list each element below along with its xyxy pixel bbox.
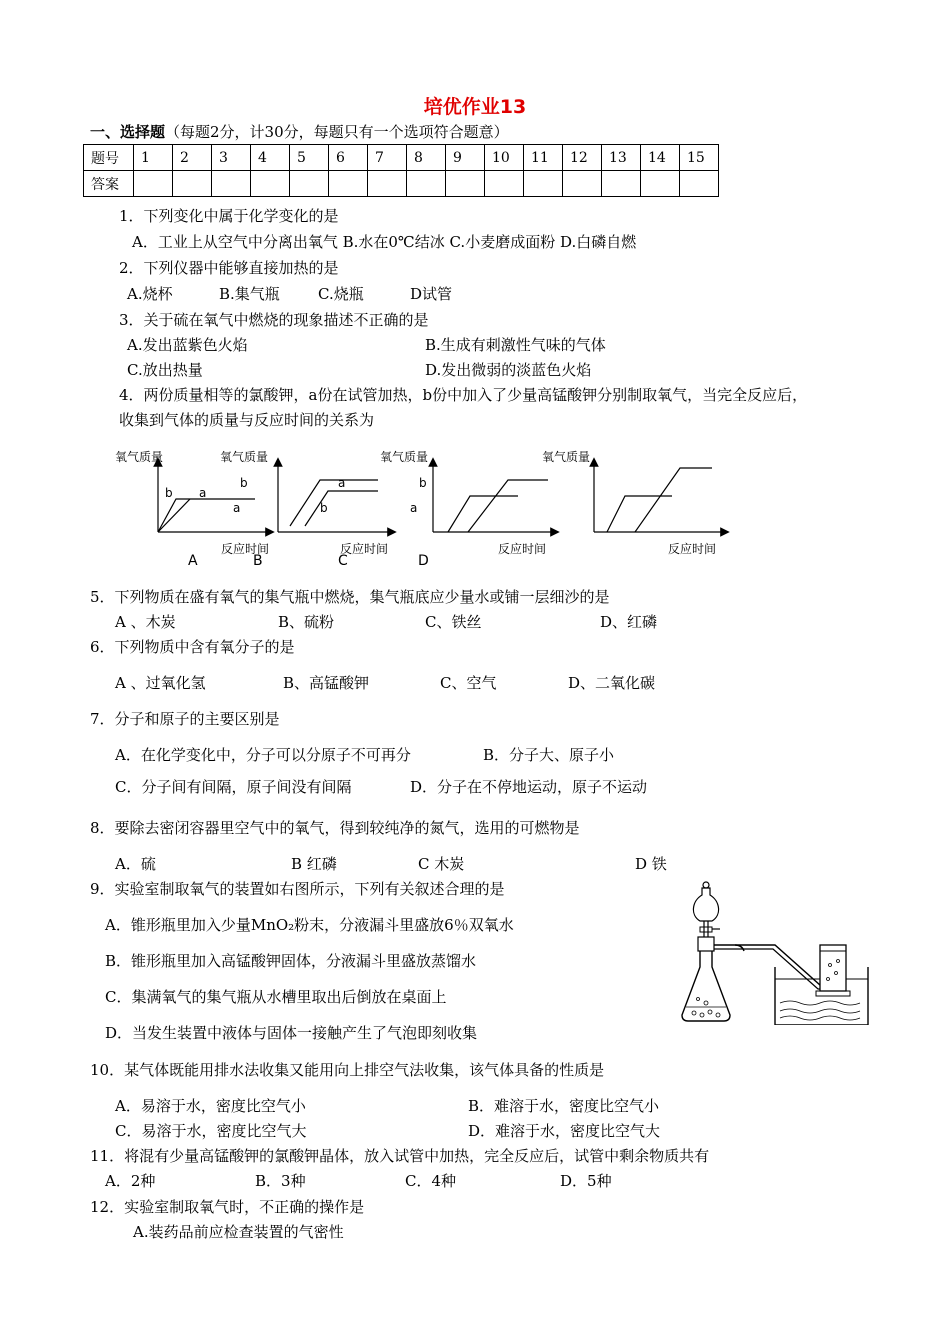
- question-number-cell: 13: [602, 145, 641, 171]
- answer-cell[interactable]: [524, 171, 563, 197]
- question-number-cell: 8: [407, 145, 446, 171]
- answer-cell[interactable]: [173, 171, 212, 197]
- question-number-cell: 7: [368, 145, 407, 171]
- question-11-option-a: A．2种: [105, 1172, 156, 1190]
- answer-cell[interactable]: [680, 171, 719, 197]
- question-5-option-c: C、铁丝: [425, 613, 482, 631]
- question-number-cell: 3: [212, 145, 251, 171]
- graph-b-xlabel: 反应时间: [340, 542, 389, 556]
- question-2-option-a: A.烧杯: [127, 285, 173, 303]
- question-10-option-b: B．难溶于水，密度比空气小: [468, 1097, 660, 1115]
- graph-d: [418, 449, 725, 569]
- answer-cell[interactable]: [329, 171, 368, 197]
- question-11-option-b: B．3种: [255, 1172, 306, 1190]
- question-9-option-c: C．集满氧气的集气瓶从水槽里取出后倒放在桌面上: [105, 988, 447, 1006]
- graph-a-ylabel: 氧气质量: [115, 450, 164, 464]
- question-5-option-d: D、红磷: [600, 613, 658, 631]
- graph-a: [115, 449, 270, 569]
- graph-c-ylabel: 氧气质量: [380, 450, 429, 464]
- question-10-option-c: C．易溶于水，密度比空气大: [115, 1122, 307, 1140]
- question-6-option-d: D、二氧化碳: [568, 674, 656, 692]
- graph-b-ylabel: 氧气质量: [220, 450, 269, 464]
- question-1-options: A．工业上从空气中分离出氧气 B.水在0℃结冰 C.小麦磨成面粉 D.白磷自燃: [132, 233, 637, 251]
- question-7-stem: 7．分子和原子的主要区别是: [90, 710, 280, 728]
- answer-cell[interactable]: [485, 171, 524, 197]
- answer-table-answer-row: [84, 171, 719, 197]
- question-9-option-a: A．锥形瓶里加入少量MnO₂粉末，分液漏斗里盛放6％双氧水: [105, 916, 514, 934]
- question-2-stem: 2．下列仪器中能够直接加热的是: [119, 259, 339, 277]
- graph-a-label-b: b: [165, 486, 173, 500]
- page-title: 培优作业13: [423, 96, 527, 118]
- question-2-option-d: D试管: [410, 285, 453, 303]
- question-7-option-a: A．在化学变化中，分子可以分原子不可再分: [115, 746, 411, 764]
- question-11-option-d: D．5种: [560, 1172, 612, 1190]
- question-number-cell: 12: [563, 145, 602, 171]
- section-heading: [90, 121, 509, 142]
- question-1-stem: 1．下列变化中属于化学变化的是: [119, 207, 339, 225]
- graph-c-curve-2: [468, 480, 548, 532]
- answer-table-header-row: [84, 145, 719, 171]
- question-number-cell: 9: [446, 145, 485, 171]
- question-8-option-b: B 红磷: [291, 855, 337, 873]
- question-6-option-a: A 、过氧化氢: [115, 674, 206, 692]
- question-3-option-d: D.发出微弱的淡蓝色火焰: [425, 361, 592, 379]
- answer-cell[interactable]: [407, 171, 446, 197]
- answer-cell[interactable]: [368, 171, 407, 197]
- answer-cell[interactable]: [602, 171, 641, 197]
- question-8-option-d: D 铁: [635, 855, 667, 873]
- graph-a-curve-a: [158, 499, 190, 532]
- graph-c-option-letter: C: [338, 553, 348, 569]
- question-12-option-a: A.装药品前应检查装置的气密性: [133, 1223, 344, 1241]
- question-number-cell: 11: [524, 145, 563, 171]
- graph-a-label-a: a: [199, 486, 207, 500]
- answer-cell[interactable]: [641, 171, 680, 197]
- graph-d-ylabel: 氧气质量: [542, 450, 591, 464]
- question-3-option-a: A.发出蓝紫色火焰: [127, 336, 248, 354]
- question-number-cell: 4: [251, 145, 290, 171]
- answer-cell[interactable]: [446, 171, 485, 197]
- graph-a-label-b-right: b: [240, 476, 248, 490]
- graph-a-curve-b: [158, 499, 255, 532]
- answer-cell[interactable]: [251, 171, 290, 197]
- question-number-cell: 2: [173, 145, 212, 171]
- question-8-option-a: A．硫: [115, 855, 156, 873]
- question-number-cell: 14: [641, 145, 680, 171]
- question-number-cell: 6: [329, 145, 368, 171]
- question-11-option-c: C．4种: [405, 1172, 457, 1190]
- answer-table-row-label: 答案: [84, 171, 134, 197]
- answer-cell[interactable]: [134, 171, 173, 197]
- graph-d-xlabel: 反应时间: [668, 542, 717, 556]
- question-5-option-b: B、硫粉: [278, 613, 335, 631]
- question-12-stem: 12．实验室制取氧气时，不正确的操作是: [90, 1198, 365, 1216]
- question-8-option-c: C 木炭: [418, 855, 465, 873]
- question-3-option-b: B.生成有刺激性气味的气体: [425, 336, 606, 354]
- question-9-option-b: B．锥形瓶里加入高锰酸钾固体，分液漏斗里盛放蒸馏水: [105, 952, 477, 970]
- graph-a-label-a-right: a: [233, 501, 241, 515]
- question-7-option-d: D．分子在不停地运动，原子不运动: [410, 778, 648, 796]
- oxygen-apparatus-diagram: [680, 875, 870, 1025]
- question-3-option-c: C.放出热量: [127, 361, 203, 379]
- answer-table: [83, 144, 719, 197]
- question-9-option-d: D．当发生装置中液体与固体一接触产生了气泡即刻收集: [105, 1024, 478, 1042]
- question-number-cell: 1: [134, 145, 173, 171]
- question-5-stem: 5．下列物质在盛有氧气的集气瓶中燃烧，集气瓶底应少量水或铺一层细沙的是: [90, 588, 610, 606]
- answer-table-row-label: 题号: [84, 145, 134, 171]
- graph-a-option-letter: A: [188, 553, 198, 569]
- question-6-option-c: C、空气: [440, 674, 497, 692]
- graph-b-curve-a: [290, 480, 378, 526]
- question-7-option-b: B．分子大、原子小: [483, 746, 615, 764]
- question-number-cell: 10: [485, 145, 524, 171]
- question-10-option-a: A．易溶于水，密度比空气小: [115, 1097, 306, 1115]
- question-6-stem: 6．下列物质中含有氧分子的是: [90, 638, 295, 656]
- graph-d-option-letter: D: [418, 553, 429, 569]
- question-2-option-b: B.集气瓶: [219, 285, 280, 303]
- question-2-option-c: C.烧瓶: [318, 285, 364, 303]
- question-11-stem: 11．将混有少量高锰酸钾的氯酸钾晶体，放入试管中加热，完全反应后，试管中剩余物质共有: [90, 1147, 710, 1165]
- question-3-stem: 3．关于硫在氧气中燃烧的现象描述不正确的是: [119, 311, 429, 329]
- graph-c-xlabel: 反应时间: [498, 542, 547, 556]
- answer-cell[interactable]: [563, 171, 602, 197]
- question-9-stem: 9．实验室制取氧气的装置如右图所示，下列有关叙述合理的是: [90, 880, 505, 898]
- question-5-option-a: A 、木炭: [115, 613, 176, 631]
- graph-c-label-a: a: [410, 501, 418, 515]
- question-4-graphs: [100, 440, 740, 570]
- graph-b-label-a: a: [338, 476, 346, 490]
- question-7-option-c: C．分子间有间隔，原子间没有间隔: [115, 778, 352, 796]
- question-number-cell: 5: [290, 145, 329, 171]
- answer-cell[interactable]: [212, 171, 251, 197]
- question-10-stem: 10．某气体既能用排水法收集又能用向上排空气法收集，该气体具备的性质是: [90, 1061, 605, 1079]
- graph-b-curve-b: [305, 491, 378, 526]
- question-4-stem-line-1: 4．两份质量相等的氯酸钾，a份在试管加热，b份中加入了少量高锰酸钾分别制取氧气，当完全反应后，: [119, 386, 808, 404]
- section-title: 一、选择题: [90, 123, 166, 141]
- question-6-option-b: B、高锰酸钾: [283, 674, 370, 692]
- question-10-option-d: D．难溶于水，密度比空气大: [468, 1122, 661, 1140]
- question-number-cell: 15: [680, 145, 719, 171]
- graph-c-curve-1: [448, 496, 518, 532]
- answer-cell[interactable]: [290, 171, 329, 197]
- graph-b-label-b: b: [320, 501, 328, 515]
- graph-d-curve-2: [635, 468, 712, 532]
- graph-c-label-b: b: [419, 476, 427, 490]
- section-note: （每题2分，计30分，每题只有一个选项符合题意）: [165, 123, 509, 141]
- graph-a-xlabel: 反应时间: [221, 542, 270, 556]
- question-4-stem-line-2: 收集到气体的质量与反应时间的关系为: [119, 411, 375, 429]
- graph-b-option-letter: B: [253, 553, 263, 569]
- question-8-stem: 8．要除去密闭容器里空气中的氧气，得到较纯净的氮气，选用的可燃物是: [90, 819, 580, 837]
